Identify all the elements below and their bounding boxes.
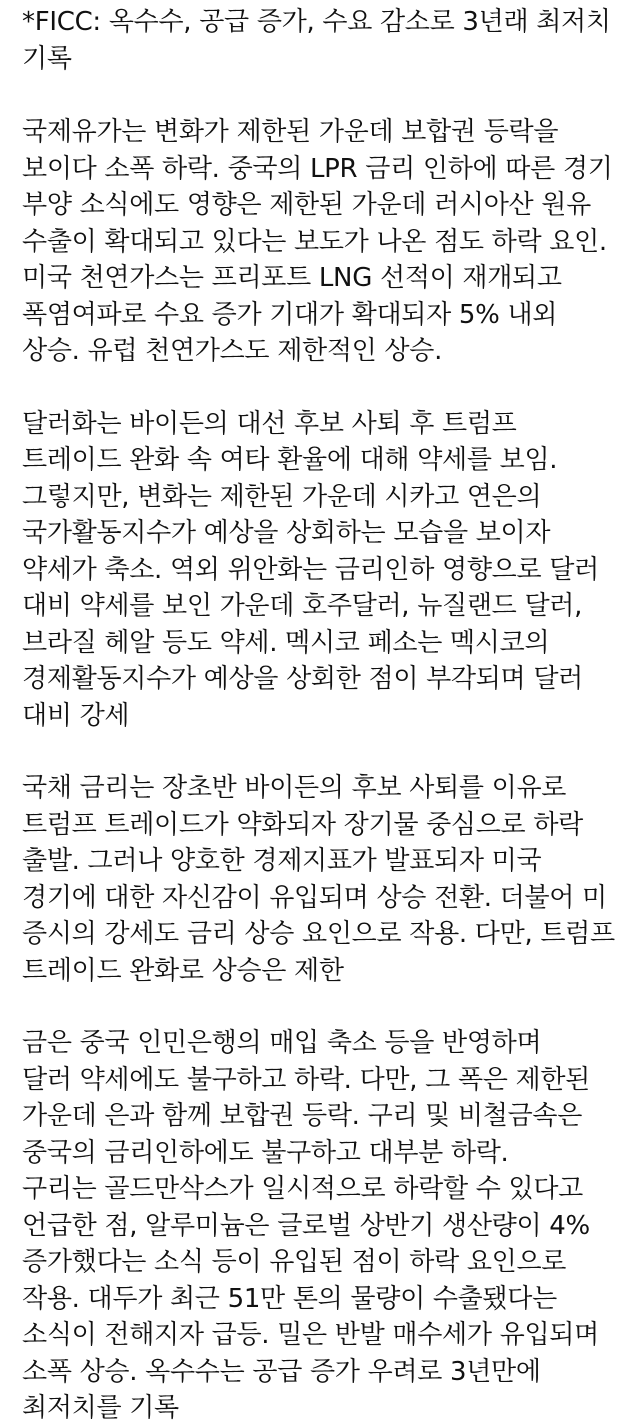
paragraph-line: 중국의 금리인하에도 불구하고 대부분 하락. xyxy=(22,1137,509,1168)
paragraph-line: 상승. 유럽 천연가스도 제한적인 상승. xyxy=(22,336,443,366)
paragraph-line: 대비 약세를 보인 가운데 호주달러, 뉴질랜드 달러, xyxy=(22,591,583,621)
title-line: *FICC: 옥수수, 공급 증가, 수요 감소로 3년래 최저치 xyxy=(22,7,611,37)
paragraph-treasury xyxy=(22,770,632,989)
paragraph-line: 금은 중국 인민은행의 매입 축소 등을 반영하며 xyxy=(22,1028,542,1058)
title-line: 기록 xyxy=(22,43,72,74)
paragraph-oil-gas xyxy=(22,114,632,370)
paragraph-line: 국제유가는 변화가 제한된 가운데 보합권 등락을 xyxy=(22,117,559,147)
paragraph-line: 국채 금리는 장초반 바이든의 후보 사퇴를 이유로 xyxy=(22,773,567,803)
paragraph-line: 소식이 전해지자 급등. 밀은 반발 매수세가 유입되며 xyxy=(22,1320,599,1350)
paragraph-line: 약세가 축소. 역외 위안화는 금리인하 영향으로 달러 xyxy=(22,554,599,585)
paragraph-line: 출발. 그러나 양호한 경제지표가 발표되자 미국 xyxy=(22,846,542,876)
document-title xyxy=(22,0,632,77)
paragraph-dollar xyxy=(22,406,632,735)
paragraph-line: 브라질 헤알 등도 약세. 멕시코 페소는 멕시코의 xyxy=(22,627,550,658)
paragraph-line: 폭염여파로 수요 증가 기대가 확대되자 5% 내외 xyxy=(22,299,558,330)
paragraph-line: 달러 약세에도 불구하고 하락. 다만, 그 폭은 제한된 xyxy=(22,1064,591,1095)
paragraph-line: 대비 강세 xyxy=(22,700,130,731)
paragraph-line: 부양 소식에도 영향은 제한된 가운데 러시아산 원유 xyxy=(22,190,591,220)
paragraph-line: 트레이드 완화 속 여타 환율에 대해 약세를 보임. xyxy=(22,445,558,475)
paragraph-line: 증시의 강세도 금리 상승 요인으로 작용. 다만, 트럼프 xyxy=(22,919,615,949)
paragraph-line: 그렇지만, 변화는 제한된 가운데 시카고 연은의 xyxy=(22,481,542,512)
paragraph-line: 보이다 소폭 하락. 중국의 LPR 금리 인하에 따른 경기 xyxy=(22,153,613,184)
paragraph-line: 언급한 점, 알루미늄은 글로벌 상반기 생산량이 4% xyxy=(22,1210,590,1241)
paragraph-line: 최저치를 기록 xyxy=(22,1393,179,1423)
paragraph-line: 트레이드 완화로 상승은 제한 xyxy=(22,955,344,986)
paragraph-line: 증가했다는 소식 등이 유입된 점이 하락 요인으로 xyxy=(22,1247,567,1277)
paragraph-line: 작용. 대두가 최근 51만 톤의 물량이 수출됐다는 xyxy=(22,1283,557,1314)
document-body xyxy=(22,0,632,1427)
paragraph-line: 경제활동지수가 예상을 상회한 점이 부각되며 달러 xyxy=(22,664,583,694)
paragraph-line: 구리는 골드만삭스가 일시적으로 하락할 수 있다고 xyxy=(22,1174,583,1204)
paragraph-line: 미국 천연가스는 프리포트 LNG 선적이 재개되고 xyxy=(22,263,562,293)
paragraph-line: 경기에 대한 자신감이 유입되며 상승 전환. 더불어 미 xyxy=(22,882,607,913)
paragraph-line: 수출이 확대되고 있다는 보도가 나온 점도 하락 요인. xyxy=(22,226,607,257)
paragraph-line: 트럼프 트레이드가 약화되자 장기물 중심으로 하락 xyxy=(22,809,583,840)
paragraph-line: 달러화는 바이든의 대선 후보 사퇴 후 트럼프 xyxy=(22,408,517,439)
paragraph-line: 국가활동지수가 예상을 상회하는 모습을 보이자 xyxy=(22,518,551,548)
paragraph-commodities xyxy=(22,1025,632,1427)
paragraph-line: 가운데 은과 함께 보합권 등락. 구리 및 비철금속은 xyxy=(22,1101,583,1131)
paragraph-line: 소폭 상승. 옥수수는 공급 증가 우려로 3년만에 xyxy=(22,1356,541,1387)
